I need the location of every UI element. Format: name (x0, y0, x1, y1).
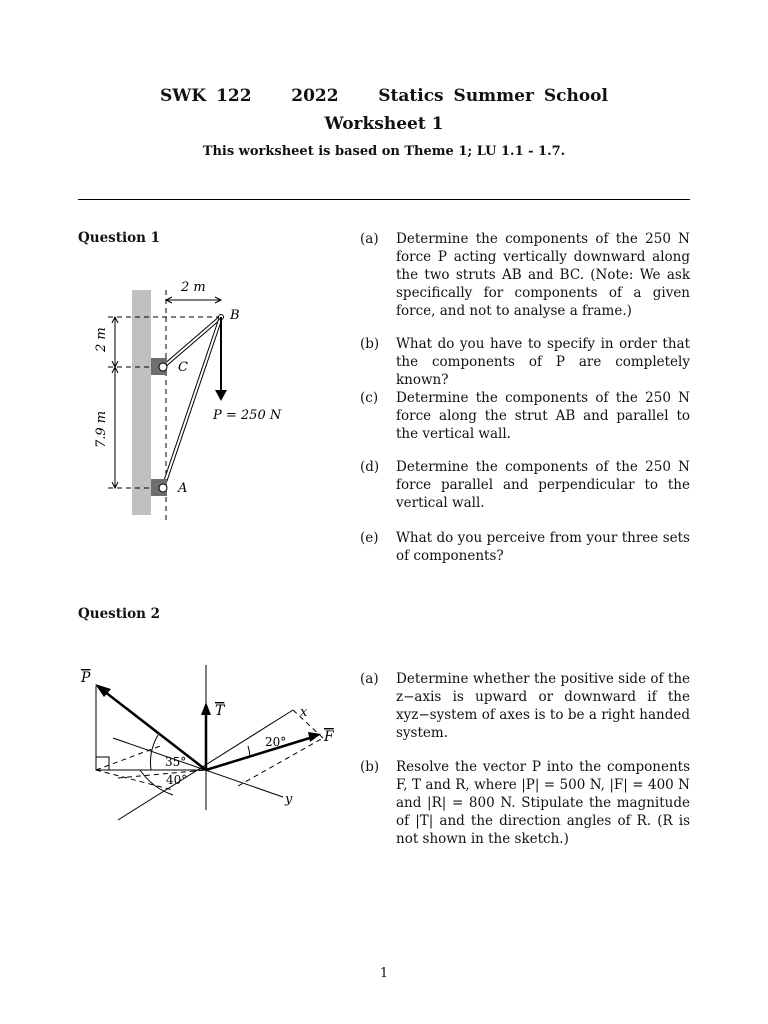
p-dashed-construction-3 (118, 770, 206, 778)
q1-item-b (360, 335, 690, 389)
p-dashed-construction-2 (96, 770, 173, 790)
course-line: SWK 122 2022 Statics Summer School (160, 86, 608, 106)
label-axis-y: y (285, 792, 293, 807)
item-text: What do you have to specify in order that the components of P are completely known? (396, 336, 690, 388)
item-text: Determine the components of the 250 N force parallel and perpendicular to the vertical wall. (396, 459, 690, 511)
q1-item-c (360, 389, 690, 443)
q1-item-a (360, 230, 690, 320)
header-rule (78, 199, 690, 200)
item-label: (e) (360, 530, 379, 546)
item-text: Determine whether the positive side of the z−axis is upward or downward if the xyz−system of axes is to be a right handed system. (396, 671, 690, 741)
question-2-heading: Question 2 (78, 606, 161, 622)
dim-label-left-upper: 2 m (94, 327, 109, 352)
label-axis-x: x (300, 705, 308, 720)
pin-c (159, 363, 167, 371)
vector-p-shaft (100, 688, 206, 770)
dim-label-top: 2 m (181, 280, 206, 295)
worksheet-title: Worksheet 1 (324, 114, 444, 134)
question-1-heading: Question 1 (78, 230, 161, 246)
q2-item-b (360, 758, 690, 848)
force-arrow-head (215, 390, 227, 401)
q1-item-e (360, 529, 690, 565)
label-vector-f: F (324, 729, 334, 745)
dim-label-left-lower: 7.9 m (94, 410, 109, 448)
worksheet-subtitle: This worksheet is based on Theme 1; LU 1.1 - 1.7. (202, 144, 566, 159)
item-label: (d) (360, 459, 380, 475)
item-text: Determine the components of the 250 N force P acting vertically downward along the two struts AB and BC. (Note: We ask specifically for components of a given force, and not to analyse a frame.) (396, 231, 690, 319)
q1-strut-figure (78, 270, 338, 530)
label-angle-20: 20° (265, 735, 287, 749)
force-label: P = 250 N (213, 408, 282, 423)
y-axis-line (113, 738, 283, 797)
page-number: 1 (379, 966, 389, 981)
label-vector-p: P (81, 670, 91, 686)
item-label: (b) (360, 759, 380, 775)
angle-arc-20 (248, 746, 250, 757)
item-label: (a) (360, 231, 379, 247)
item-text: Resolve the vector P into the components F, T and R, where |P| = 500 N, |F| = 400 N and |R| = 800 N. Stipulate the magnitude of |T| and the direction angles of R. (R is not shown in the sketch.) (396, 759, 690, 847)
q2-vector-figure (78, 660, 348, 860)
q2-item-a (360, 670, 690, 742)
item-text: Determine the components of the 250 N force along the strut AB and parallel to the vertical wall. (396, 390, 690, 442)
label-b: B (230, 308, 240, 323)
pin-a (159, 484, 167, 492)
q1-item-d (360, 458, 690, 512)
item-text: What do you perceive from your three sets of components? (396, 530, 690, 564)
wall (132, 290, 151, 515)
item-label: (c) (360, 390, 379, 406)
right-angle-marker (96, 757, 109, 770)
label-c: C (178, 360, 188, 375)
item-label: (b) (360, 336, 380, 352)
vector-f-shaft (206, 737, 313, 770)
item-label: (a) (360, 671, 379, 687)
label-angle-35: 35° (165, 755, 187, 769)
label-angle-40: 40° (166, 773, 188, 787)
label-a: A (178, 481, 188, 496)
vector-t-head (201, 702, 211, 715)
label-vector-t: T (215, 703, 225, 719)
